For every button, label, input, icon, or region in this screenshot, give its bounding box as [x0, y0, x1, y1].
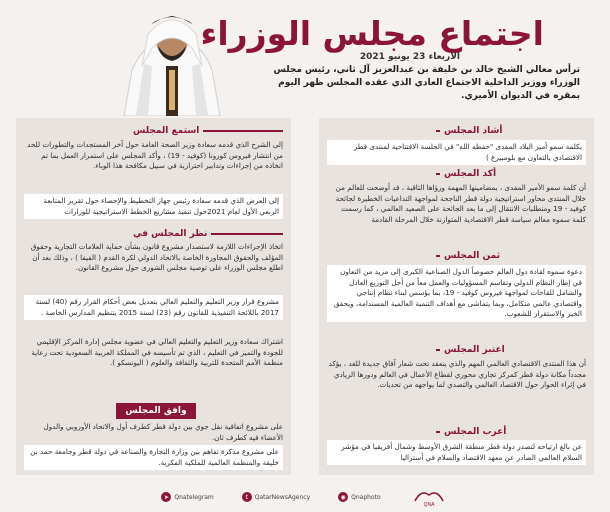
qna-logo-text: QNA	[423, 502, 435, 507]
instagram-link[interactable]	[338, 492, 381, 502]
meeting-date: الاربعاء 23 يونيو 2021	[359, 52, 460, 62]
title-rule	[211, 233, 283, 235]
qna-logo	[409, 487, 449, 507]
expressed-text: عن بالغ ارتياحه لتصدر دولة قطر منطقة الشرق الأوسط وشمال أفريقيا في مؤشر السلام العالمي الصادر عن معهد الاقتصاد والسلام في أستراليا	[327, 440, 586, 465]
telegram-handle: Qnatelegram	[174, 493, 214, 501]
affirmed-text: أن كلمة سمو الأمير المفدى ، بمضامينها المهمة ورؤاها الثاقبة ، قد أوضحت للعالم من خلال المنتدى محاور استراتيجية دولة قطر الناجحة لمواجهة التداعيات الخطيرة لجائحة كوفيد - 19 ومتطلبات الانتقال إلى ما بعد الجائحة على الصعيد العالمي ، كما رسمت كلمة سموه معالم سياسة قطر الاقتصادية المتوازنة خلال المرحلة القادمة	[335, 183, 586, 224]
listened-text-2: إلى العرض الذي قدمه سعادة رئيس جهاز التخطيط والإحصاء حول تقرير المتابعة الربعي الأول لعام 2021حول تنفيذ مشاريع الخطط الاستراتيجية للوزارات	[24, 194, 283, 219]
section-title-text: أشاد المجلس	[444, 126, 503, 136]
section-title-text: استمع المجلس	[133, 126, 200, 136]
right-panel	[319, 118, 594, 475]
section-title-praised	[436, 123, 586, 139]
twitter-handle: QatarNewsAgency	[254, 493, 311, 501]
section-title-valued	[436, 248, 586, 264]
section-title-text: وافق المجلس	[125, 406, 187, 416]
footer	[0, 482, 610, 512]
header	[0, 0, 610, 118]
section-title-expressed	[436, 424, 586, 440]
praised-text: بكلمة سمو أمير البلاد المفدى "حفظه الله" في الجلسة الافتتاحية لمنتدى قطر الاقتصادي بالتعاون مع بلومبيرغ )	[327, 140, 586, 165]
section-title-text: أعرب المجلس	[444, 427, 507, 437]
title-accent	[436, 130, 440, 132]
twitter-icon: t	[242, 492, 252, 502]
telegram-icon: ➤	[161, 492, 171, 502]
section-title-approved	[116, 403, 196, 419]
lead-paragraph: ترأس معالي الشيخ خالد بن خليفة بن عبدالعزيز آل ثاني، رئيس مجلس الوزراء ووزير الداخلية الاجتماع العادي الذي عقده المجلس ظهر اليوم بمقره في الديوان الأميري.	[273, 65, 580, 101]
section-title-reviewed	[133, 226, 283, 242]
section-title-text: نظر المجلس في	[133, 229, 208, 239]
section-title-text: اعتبر المجلس	[444, 345, 505, 355]
valued-text: دعوة سموه لقادة دول العالم خصوصاً الدول الصناعية الكبرى إلى مزيد من التعاون في إطار النظام الدولي وتقاسم المسؤوليات والعمل معاً من أجل التوزيع العادل والشامل للقاحات لمواجهة فيروس كوفيد - 19، بما يؤسس لبناء نظام إنتاجي واقتصادي عالمي متكامل، وبما يتماشى مع أهداف التنمية العالمية المستدامة، ويحقق الخير والاستقرار للشعوب.	[327, 265, 586, 322]
approved-text-1: على مشروع اتفاقية نقل جوي بين دولة قطر كطرف أول والاتحاد الأوروبي والدول الأعضاء فيه كطرف ثان.	[43, 422, 283, 442]
title-accent	[436, 255, 440, 257]
reviewed-text-2: مشروع قرار وزير التعليم والتعليم العالي بتعديل بعض أحكام القرار رقم (40) لسنة 2017 باللائحة التنفيذية للقانون رقم (23) لسنة 2015 بتنظيم المدارس الخاصة .	[24, 295, 283, 320]
section-title-text: أكد المجلس	[444, 169, 497, 179]
title-accent	[436, 349, 440, 351]
section-title-text: ثمن المجلس	[444, 251, 501, 261]
considered-text: أن هذا المنتدى الاقتصادي العالمي المهم والذي ينعقد تحت شعار آفاق جديدة للغد ، يؤكد مجدداً مكانة دولة قطر كمركز تجاري محوري لقطاع الأعمال في العالم ودورها الريادي في إثراء الحوار حول الاقتصاد العالمي والتصدي لما يواجهه من تحديات.	[328, 359, 586, 390]
title-accent	[436, 173, 440, 175]
reviewed-text-1: اتخاذ الإجراءات اللازمة لاستصدار مشروع قانون بشأن حماية العلامات التجارية وحقوق المؤلف والحقوق المجاورة الخاصة بالاتحاد الدولي لكرة القدم ( الفيفا ) ، وذلك بعد أن اطلع مجلس الوزراء على توصية مجلس الشورى حول مشروع القانون.	[30, 242, 283, 273]
title-accent	[436, 431, 440, 433]
listened-text-1: إلى الشرح الذي قدمه سعادة وزير الصحة العامة حول آخر المستجدات والتطورات للحد من انتشار فيروس كورونا (كوفيد - 19) ، وأكد المجلس على استمرار العمل بما تم اتخاذه من إجراءات وتدابير احترازية في سبيل مكافحة هذا الوباء.	[27, 140, 283, 171]
telegram-link[interactable]	[161, 492, 213, 502]
approved-text-2: على مشروع مذكرة تفاهم بين وزارة التجارة والصناعة في دولة قطر وجامعة حمد بن خليفة والمنظمة العالمية للملكية الفكرية.	[24, 445, 283, 470]
twitter-link[interactable]	[242, 492, 310, 502]
left-panel	[16, 118, 291, 475]
section-title-affirmed	[436, 166, 586, 182]
page-title: اجتماع مجلس الوزراء	[200, 14, 544, 53]
title-rule	[203, 130, 283, 132]
qna-logo-mark	[409, 487, 449, 507]
section-title-listened	[133, 123, 283, 139]
reviewed-text-3: اشتراك سعادة وزير التعليم والتعليم العالي في عضوية مجلس إدارة المركز الإقليمي للجودة والتميز في التعليم ، الذي تم تأسيسه في المملكة العربية السعودية تحت رعاية منظمة الأمم المتحدة للتربية والثقافة والعلوم ( اليونسكو ).	[31, 337, 283, 368]
section-title-considered	[436, 342, 586, 358]
instagram-icon: ◉	[338, 492, 348, 502]
instagram-handle: Qnaphoto	[351, 493, 381, 501]
